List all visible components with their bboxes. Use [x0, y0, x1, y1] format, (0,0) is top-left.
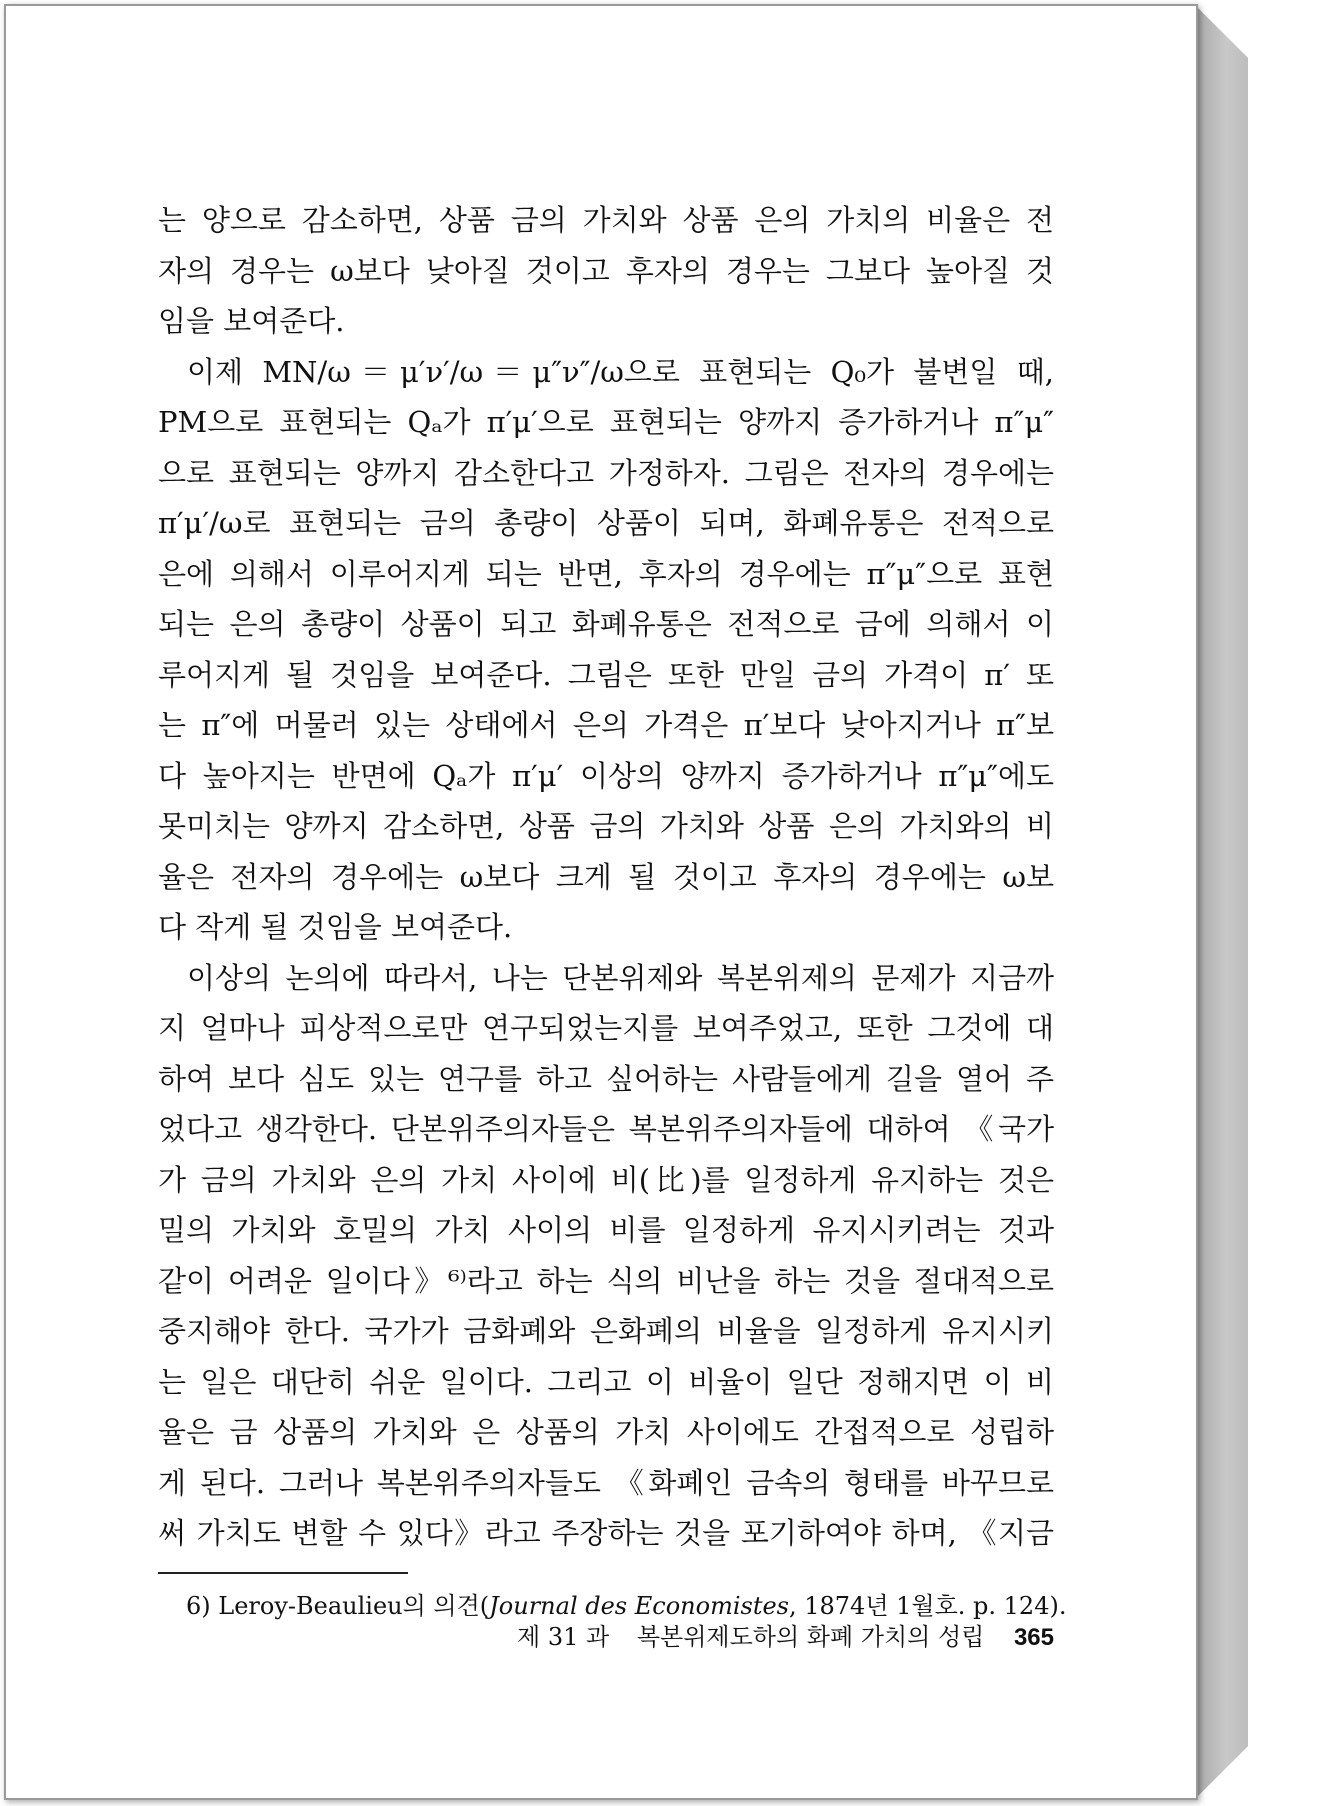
footnote-journal: Journal des Economistes: [489, 1591, 789, 1620]
text-line: 는 π″에 머물러 있는 상태에서 은의 가격은 π′보다 낮아지거나 π″보: [158, 708, 1054, 742]
body-text: [158, 195, 1067, 1622]
text-line: PM으로 표현되는 Qₐ가 π′μ′으로 표현되는 양까지 증가하거나 π″μ″: [158, 405, 1054, 439]
text-line: 하여 보다 심도 있는 연구를 하고 싶어하는 사람들에게 길을 열어 주: [158, 1061, 1054, 1096]
text-line: 되는 은의 총량이 상품이 되고 화폐유통은 전적으로 금에 의해서 이: [158, 607, 1054, 641]
text-line: 으로 표현되는 양까지 감소한다고 가정하자. 그림은 전자의 경우에는: [158, 455, 1054, 490]
page-number: 365: [1013, 1624, 1054, 1651]
text-line: 은에 의해서 이루어지게 되는 반면, 후자의 경우에는 π″μ″으로 표현: [158, 556, 1054, 591]
text-line: 율은 전자의 경우에는 ω보다 크게 될 것이고 후자의 경우에는 ω보: [158, 859, 1054, 894]
text-line: 다 높아지는 반면에 Qₐ가 π′μ′ 이상의 양까지 증가하거나 π″μ″에도: [158, 758, 1054, 793]
text-line: 게 된다. 그러나 복본위주의자들도 《화폐인 금속의 형태를 바꾸므로: [158, 1465, 1054, 1500]
text-line: 다 작게 될 것임을 보여준다.: [158, 910, 513, 944]
footnote-author: Leroy-Beaulieu의 의견(: [218, 1591, 490, 1620]
text-line: 는 양으로 감소하면, 상품 금의 가치와 상품 은의 가치의 비율은 전: [158, 203, 1054, 237]
running-footer: [158, 1617, 1054, 1652]
text-line: 같이 어려운 일이다》⁶⁾라고 하는 식의 비난을 하는 것을 절대적으로: [158, 1263, 1054, 1298]
text-line: 루어지게 될 것임을 보여준다. 그림은 또한 만일 금의 가격이 π′ 또: [158, 657, 1054, 692]
text-line: 못미치는 양까지 감소하면, 상품 금의 가치와 상품 은의 가치와의 비: [158, 809, 1054, 843]
text-line: 었다고 생각한다. 단본위주의자들은 복본위주의자들에 대하여 《국가: [158, 1112, 1054, 1146]
text-line: 이제 MN/ω＝μ′ν′/ω＝μ″ν″/ω으로 표현되는 Q₀가 불변일 때,: [187, 354, 1054, 389]
text-line: 는 일은 대단히 쉬운 일이다. 그리고 이 비율이 일단 정해지면 이 비: [158, 1364, 1054, 1399]
text-line: 임을 보여준다.: [158, 304, 345, 338]
text-line: 써 가치도 변할 수 있다》라고 주장하는 것을 포기하여야 하며, 《지금: [158, 1516, 1054, 1550]
text-line: 중지해야 한다. 국가가 금화폐와 은화폐의 비율을 일정하게 유지시키: [158, 1314, 1054, 1348]
page-edge-shadow: [1194, 4, 1248, 1800]
text-line: π′μ′/ω로 표현되는 금의 총량이 상품이 되며, 화폐유통은 전적으로: [158, 506, 1054, 540]
text-line: 밀의 가치와 호밀의 가치 사이의 비를 일정하게 유지시키려는 것과: [158, 1213, 1054, 1247]
footnote-rule: [158, 1572, 408, 1574]
text-line: 율은 금 상품의 가치와 은 상품의 가치 사이에도 간접적으로 성립하: [158, 1415, 1054, 1449]
text-line: 이상의 논의에 따라서, 나는 단본위제와 복본위제의 문제가 지금까: [187, 960, 1054, 995]
footnote-rest: , 1874년 1월호. p. 124).: [788, 1591, 1067, 1620]
text-line: 자의 경우는 ω보다 낮아질 것이고 후자의 경우는 그보다 높아질 것: [158, 253, 1054, 288]
footer-title: 복본위제도하의 화폐 가치의 성립: [636, 1623, 985, 1651]
footnote-mark: 6): [186, 1591, 219, 1620]
text-line: 가 금의 가치와 은의 가치 사이에 비(比)를 일정하게 유지하는 것은: [158, 1162, 1054, 1197]
footer-chapter: 제 31 과: [517, 1623, 610, 1651]
text-line: 지 얼마나 피상적으로만 연구되었는지를 보여주었고, 또한 그것에 대: [158, 1011, 1054, 1045]
